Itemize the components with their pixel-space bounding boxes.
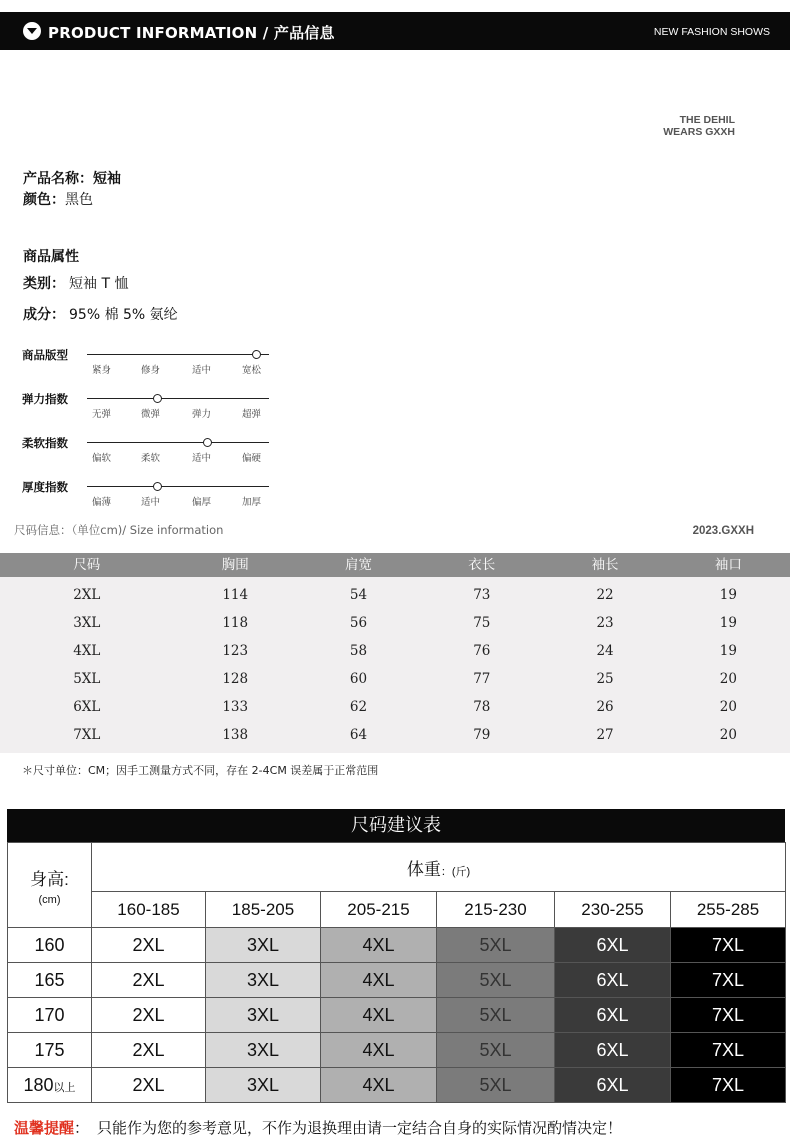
- size-cell: 4XL: [321, 963, 437, 998]
- size-cell: 7XL: [671, 928, 786, 963]
- size-footnote: ＊尺寸单位：CM；因手工测量方式不同，存在 2-4CM 误差属于正常范围: [22, 764, 379, 777]
- table-row: [8, 1068, 786, 1103]
- size-cell: 2XL: [92, 963, 206, 998]
- table-cell: 64: [349, 727, 368, 743]
- table-row: [0, 721, 790, 749]
- table-cell: 62: [349, 699, 368, 715]
- table-cell: 58: [349, 643, 368, 659]
- header-right-text: NEW FASHION SHOWS: [653, 26, 770, 38]
- size-info-label: 尺码信息：（单位cm)/ Size information: [14, 523, 224, 537]
- size-cell: 5XL: [437, 998, 555, 1033]
- table-cell: 78: [473, 699, 491, 715]
- index-row: [22, 479, 282, 519]
- size-table-header-cell: 肩宽: [345, 557, 372, 573]
- weight-range-row: [8, 892, 786, 928]
- weight-range-cell: 205-215: [321, 892, 437, 928]
- size-cell: 7XL: [671, 998, 786, 1033]
- index-name: 弹力指数: [22, 392, 68, 406]
- index-option-label: 偏软: [92, 453, 112, 464]
- header-title: PRODUCT INFORMATION / 产品信息: [48, 24, 335, 42]
- header-bar: [0, 12, 790, 50]
- index-knob: [252, 350, 261, 359]
- table-row: [0, 637, 790, 665]
- table-cell: 25: [596, 671, 614, 687]
- table-cell: 56: [349, 615, 368, 631]
- table-cell: 27: [596, 727, 614, 743]
- recommendation-title: 尺码建议表: [7, 809, 785, 842]
- material-value: 95% 棉 5% 氨纶: [69, 307, 178, 323]
- size-cell: 6XL: [555, 963, 671, 998]
- table-cell: 20: [719, 727, 737, 743]
- material-label: 成分：: [23, 307, 65, 323]
- table-row: [8, 928, 786, 963]
- index-option-label: 宽松: [242, 365, 262, 376]
- size-table: [0, 553, 790, 753]
- size-cell: 5XL: [437, 1068, 555, 1103]
- table-cell: 118: [222, 615, 249, 631]
- index-option-label: 柔软: [141, 453, 161, 464]
- size-cell: 5XL: [437, 928, 555, 963]
- height-cell: 165: [8, 963, 92, 998]
- product-name: [23, 168, 121, 188]
- table-cell: 19: [719, 615, 737, 631]
- size-code: 2023.GXXH: [692, 525, 754, 537]
- table-cell: 79: [473, 727, 491, 743]
- index-option-label: 适中: [192, 453, 212, 464]
- index-track: [87, 442, 269, 443]
- index-knob: [203, 438, 212, 447]
- brand-mark: [663, 114, 735, 138]
- table-cell: 73: [473, 587, 491, 603]
- material: [23, 304, 178, 324]
- table-cell: 19: [719, 643, 737, 659]
- table-row: [0, 581, 790, 609]
- size-cell: 2XL: [92, 998, 206, 1033]
- size-cell: 7XL: [671, 1068, 786, 1103]
- index-option-label: 紧身: [92, 365, 112, 376]
- size-cell: 5XL: [437, 963, 555, 998]
- warning-text: 只能作为您的参考意见，不作为退换理由请一定结合自身的实际情况酌情决定！: [97, 1119, 623, 1137]
- index-name: 商品版型: [22, 348, 68, 362]
- table-cell: 2XL: [73, 587, 101, 603]
- size-table-body: [0, 577, 790, 753]
- warning-note: 温馨提醒： 只能作为您的参考意见，不作为退换理由请一定结合自身的实际情况酌情决定！: [14, 1119, 623, 1137]
- size-cell: 2XL: [92, 1068, 206, 1103]
- weight-range-cell: 230-255: [555, 892, 671, 928]
- table-cell: 3XL: [73, 615, 101, 631]
- size-recommendation: [7, 809, 785, 1103]
- size-cell: 4XL: [321, 1033, 437, 1068]
- table-row: [0, 693, 790, 721]
- size-cell: 4XL: [321, 928, 437, 963]
- category-value: 短袖 T 恤: [69, 276, 129, 292]
- index-option-label: 加厚: [242, 497, 262, 508]
- size-cell: 3XL: [206, 998, 321, 1033]
- chevron-down-circle-icon: [23, 22, 41, 40]
- table-row: [0, 665, 790, 693]
- table-cell: 23: [596, 615, 614, 631]
- table-cell: 76: [473, 643, 491, 659]
- index-row: [22, 435, 282, 475]
- table-cell: 77: [473, 671, 491, 687]
- index-option-label: 无弹: [92, 409, 112, 420]
- size-table-header-cell: 袖口: [714, 557, 742, 573]
- table-cell: 75: [473, 615, 491, 631]
- size-table-header-cell: 胸围: [221, 557, 249, 573]
- size-cell: 2XL: [92, 928, 206, 963]
- size-cell: 3XL: [206, 1033, 321, 1068]
- recommendation-table: [7, 842, 786, 1103]
- table-row: [0, 609, 790, 637]
- size-cell: 7XL: [671, 1033, 786, 1068]
- index-row: [22, 347, 282, 387]
- table-row: [8, 998, 786, 1033]
- table-cell: 133: [222, 699, 249, 715]
- weight-range-cell: 160-185: [92, 892, 206, 928]
- table-cell: 60: [349, 671, 368, 687]
- brand-line-2: WEARS GXXH: [663, 126, 735, 138]
- size-cell: 6XL: [555, 998, 671, 1033]
- index-name: 厚度指数: [22, 480, 68, 494]
- attributes-title: 商品属性: [23, 249, 79, 265]
- category-label: 类别：: [23, 276, 65, 292]
- size-cell: 4XL: [321, 998, 437, 1033]
- product-color: [23, 189, 93, 209]
- table-cell: 20: [719, 699, 737, 715]
- index-option-label: 适中: [192, 365, 212, 376]
- product-name-label: 产品名称：: [23, 171, 93, 187]
- size-table-header: [0, 553, 790, 577]
- index-track: [87, 486, 269, 487]
- index-track: [87, 398, 269, 399]
- table-row: [8, 1033, 786, 1068]
- size-cell: 3XL: [206, 963, 321, 998]
- table-cell: 26: [596, 699, 614, 715]
- index-option-label: 偏厚: [192, 497, 212, 508]
- index-option-label: 微弹: [141, 409, 161, 420]
- index-row: [22, 391, 282, 431]
- height-cell: 170: [8, 998, 92, 1033]
- height-cell: 180以上: [8, 1068, 92, 1103]
- weight-range-cell: 255-285: [671, 892, 786, 928]
- index-knob: [153, 482, 162, 491]
- size-cell: 7XL: [671, 963, 786, 998]
- index-knob: [153, 394, 162, 403]
- table-cell: 7XL: [73, 727, 101, 743]
- brand-line-1: THE DEHIL: [679, 114, 735, 126]
- size-cell: 6XL: [555, 1033, 671, 1068]
- warning-label: 温馨提醒: [14, 1119, 75, 1137]
- weight-header: 体重：(斤): [92, 843, 786, 892]
- size-table-header-cell: 衣长: [468, 557, 496, 573]
- category: [23, 273, 128, 293]
- table-cell: 128: [222, 671, 249, 687]
- product-name-value: 短袖: [93, 171, 121, 187]
- size-cell: 2XL: [92, 1033, 206, 1068]
- product-color-value: 黑色: [65, 192, 93, 208]
- height-header: 身高: (cm): [8, 843, 92, 928]
- index-track: [87, 354, 269, 355]
- table-cell: 4XL: [73, 643, 101, 659]
- index-option-label: 偏硬: [242, 453, 262, 464]
- size-cell: 4XL: [321, 1068, 437, 1103]
- table-cell: 19: [719, 587, 737, 603]
- table-row: [8, 963, 786, 998]
- size-cell: 3XL: [206, 1068, 321, 1103]
- table-cell: 138: [222, 727, 249, 743]
- table-cell: 24: [596, 643, 614, 659]
- height-cell: 160: [8, 928, 92, 963]
- weight-range-cell: 215-230: [437, 892, 555, 928]
- table-cell: 5XL: [73, 671, 101, 687]
- size-cell: 6XL: [555, 1068, 671, 1103]
- table-cell: 6XL: [73, 699, 101, 715]
- index-option-label: 修身: [141, 365, 161, 376]
- table-cell: 123: [222, 643, 249, 659]
- table-cell: 20: [719, 671, 737, 687]
- size-table-header-cell: 袖长: [591, 557, 619, 573]
- size-cell: 6XL: [555, 928, 671, 963]
- index-option-label: 偏薄: [92, 497, 112, 508]
- index-option-label: 弹力: [192, 409, 212, 420]
- index-name: 柔软指数: [22, 436, 68, 450]
- height-cell: 175: [8, 1033, 92, 1068]
- size-cell: 5XL: [437, 1033, 555, 1068]
- table-cell: 22: [596, 587, 614, 603]
- index-option-label: 适中: [141, 497, 161, 508]
- weight-range-cell: 185-205: [206, 892, 321, 928]
- size-table-header-cell: 尺码: [73, 557, 101, 573]
- table-cell: 54: [349, 587, 368, 603]
- index-option-label: 超弹: [242, 409, 262, 420]
- size-cell: 3XL: [206, 928, 321, 963]
- table-cell: 114: [222, 587, 249, 603]
- product-color-label: 颜色：: [23, 192, 65, 208]
